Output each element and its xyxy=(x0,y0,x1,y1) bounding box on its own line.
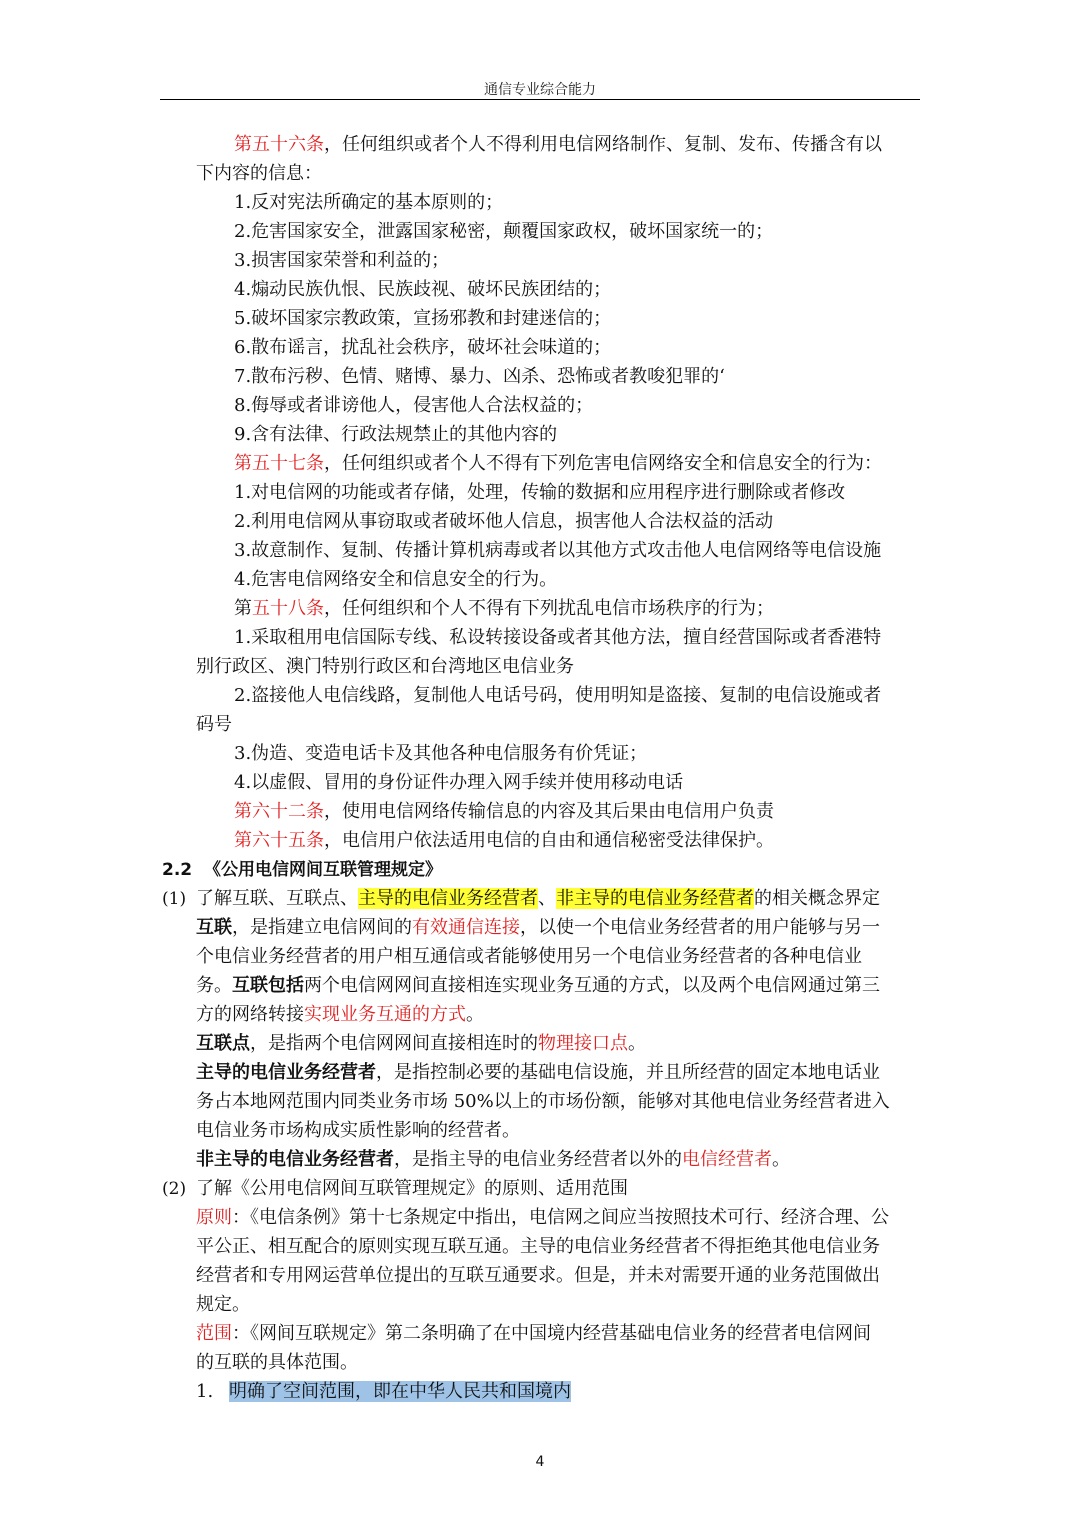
art57-item: 4.危害电信网络安全和信息安全的行为。 xyxy=(234,569,558,590)
nondominant-red: 电信经营者 xyxy=(682,1149,772,1170)
page-header: 通信专业综合能力 xyxy=(484,82,596,98)
interconnect-text-a: ，是指建立电信网间的 xyxy=(232,917,412,938)
art58-prefix: 第 xyxy=(234,598,252,619)
header-rule xyxy=(160,99,920,100)
point2-marker: (2) xyxy=(162,1179,187,1199)
section-heading xyxy=(162,858,442,882)
art56-item: 8.侮辱或者诽谤他人，侵害他人合法权益的； xyxy=(234,395,594,416)
highlight-spatial-scope: 明确了空间范围，即在中华人民共和国境内 xyxy=(229,1381,571,1402)
nondominant-line xyxy=(196,1148,790,1172)
section-number: 2.2 xyxy=(162,860,193,880)
nondominant-text-a: ，是指主导的电信业务经营者以外的 xyxy=(394,1149,682,1170)
dominant-line1 xyxy=(196,1061,880,1085)
art56-number: 第五十六条 xyxy=(234,134,324,155)
interconnect-l4-b: 。 xyxy=(466,1004,484,1025)
point1-marker: (1) xyxy=(162,889,187,909)
scope-list-item-number: 1. xyxy=(196,1381,214,1402)
section-title: 《公用电信网间互联管理规定》 xyxy=(203,860,442,880)
point1-intro-c: 的相关概念界定 xyxy=(754,888,880,909)
art56-item: 4.煽动民族仇恨、民族歧视、破坏民族团结的； xyxy=(234,279,612,300)
interconnect-term: 互联 xyxy=(196,917,232,938)
art56-item: 1.反对宪法所确定的基本原则的； xyxy=(234,192,504,213)
interconnect-l4-red: 实现业务互通的方式 xyxy=(304,1004,466,1025)
art56-item: 2.危害国家安全，泄露国家秘密，颠覆国家政权，破坏国家统一的； xyxy=(234,221,774,242)
interconnect-point-red: 物理接口点 xyxy=(538,1033,628,1054)
art57-text: ，任何组织或者个人不得有下列危害电信网络安全和信息安全的行为： xyxy=(324,453,882,474)
art58-item2-line1: 2.盗接他人电信线路，复制他人电话号码，使用明知是盗接、复制的电信设施或者 xyxy=(234,685,882,706)
highlight-nondominant-operator: 非主导的电信业务经营者 xyxy=(556,888,754,909)
nondominant-term: 非主导的电信业务经营者 xyxy=(196,1149,394,1170)
interconnect-l3-b: 两个电信网网间直接相连实现业务互通的方式，以及两个电信网通过第三 xyxy=(304,975,880,996)
art56-item: 9.含有法律、行政法规禁止的其他内容的 xyxy=(234,424,558,445)
art58-item4: 4.以虚假、冒用的身份证件办理入网手续并使用移动电话 xyxy=(234,772,684,793)
scope-text: ：《网间互联规定》第二条明确了在中国境内经营基础电信业务的经营者电信网间 xyxy=(232,1323,871,1344)
highlight-dominant-operator: 主导的电信业务经营者 xyxy=(358,888,538,909)
art65-line xyxy=(234,829,774,853)
art56-item: 5.破坏国家宗教政策，宣扬邪教和封建迷信的； xyxy=(234,308,612,329)
interconnect-point-text-a: ，是指两个电信网网间直接相连时的 xyxy=(250,1033,538,1054)
interconnect-point-term: 互联点 xyxy=(196,1033,250,1054)
art58-line1 xyxy=(234,597,774,621)
art58-item3: 3.伪造、变造电话卡及其他各种电信服务有价凭证； xyxy=(234,743,648,764)
point1-intro xyxy=(196,887,880,911)
art58-item1-line1: 1.采取租用电信国际专线、私设转接设备或者其他方法，擅自经营国际或者香港特 xyxy=(234,627,882,648)
art56-item: 7.散布污秽、色情、赌博、暴力、凶杀、恐怖或者教唆犯罪的‘ xyxy=(234,366,725,387)
art57-item: 1.对电信网的功能或者存储，处理，传输的数据和应用程序进行删除或者修改 xyxy=(234,482,846,503)
principle-line4: 规定。 xyxy=(196,1294,250,1315)
dominant-line2: 务占本地网范围内同类业务市场 50%以上的市场份额，能够对其他电信业务经营者进入 xyxy=(196,1091,890,1112)
principle-line3: 经营者和专用网运营单位提出的互联互通要求。但是，并未对需要开通的业务范围做出 xyxy=(196,1265,880,1286)
point1-intro-a: 了解互联、互联点、 xyxy=(196,888,358,909)
interconnect-point-text-b: 。 xyxy=(628,1033,646,1054)
scope-list-item xyxy=(229,1380,571,1404)
art58-item2-line2: 码号 xyxy=(196,714,232,735)
interconnect-line3 xyxy=(196,974,880,998)
principle-line2: 平公正、相互配合的原则实现互联互通。主导的电信业务经营者不得拒绝其他电信业务 xyxy=(196,1236,880,1257)
art58-text: ，任何组织和个人不得有下列扰乱电信市场秩序的行为； xyxy=(324,598,774,619)
art57-line1 xyxy=(234,452,882,476)
art58-number: 五十八条 xyxy=(252,598,324,619)
art56-item: 6.散布谣言，扰乱社会秩序，破坏社会味道的； xyxy=(234,337,612,358)
interconnect-line1 xyxy=(196,916,880,940)
art57-item: 3.故意制作、复制、传播计算机病毒或者以其他方式攻击他人电信网络等电信设施 xyxy=(234,540,882,561)
page-number: 4 xyxy=(535,1454,545,1470)
art65-number: 第六十五条 xyxy=(234,830,324,851)
point1-intro-b: 、 xyxy=(538,888,556,909)
scope-line1 xyxy=(196,1322,871,1346)
dominant-term: 主导的电信业务经营者 xyxy=(196,1062,376,1083)
art56-item: 3.损害国家荣誉和利益的； xyxy=(234,250,450,271)
art56-text: ，任何组织或者个人不得利用电信网络制作、复制、发布、传播含有以 xyxy=(324,134,882,155)
principle-line1 xyxy=(196,1206,889,1230)
interconnect-l3-a: 务。 xyxy=(196,975,232,996)
dominant-text: ，是指控制必要的基础电信设施，并且所经营的固定本地电话业 xyxy=(376,1062,880,1083)
art58-item1-line2: 别行政区、澳门特别行政区和台湾地区电信业务 xyxy=(196,656,574,677)
interconnect-line4 xyxy=(196,1003,484,1027)
interconnect-text-b: ，以使一个电信业务经营者的用户能够与另一 xyxy=(520,917,880,938)
interconnect-includes-term: 互联包括 xyxy=(232,975,304,996)
art56-line2: 下内容的信息： xyxy=(196,163,322,184)
interconnect-l4-a: 方的网络转接 xyxy=(196,1004,304,1025)
art62-text: ，使用电信网络传输信息的内容及其后果由电信用户负责 xyxy=(324,801,774,822)
principle-label: 原则 xyxy=(196,1207,232,1228)
art56-line1 xyxy=(234,133,882,157)
interconnect-point-line xyxy=(196,1032,646,1056)
scope-label: 范围 xyxy=(196,1323,232,1344)
art62-number: 第六十二条 xyxy=(234,801,324,822)
point2-intro: 了解《公用电信网间互联管理规定》的原则、适用范围 xyxy=(196,1178,628,1199)
interconnect-red-text: 有效通信连接 xyxy=(412,917,520,938)
scope-line2: 的互联的具体范围。 xyxy=(196,1352,358,1373)
art65-text: ，电信用户依法适用电信的自由和通信秘密受法律保护。 xyxy=(324,830,774,851)
principle-text: ：《电信条例》第十七条规定中指出，电信网之间应当按照技术可行、经济合理、公 xyxy=(232,1207,889,1228)
art57-item: 2.利用电信网从事窃取或者破坏他人信息，损害他人合法权益的活动 xyxy=(234,511,774,532)
art62-line xyxy=(234,800,774,824)
interconnect-line2: 个电信业务经营者的用户相互通信或者能够使用另一个电信业务经营者的各种电信业 xyxy=(196,946,862,967)
dominant-line3: 电信业务市场构成实质性影响的经营者。 xyxy=(196,1120,520,1141)
nondominant-text-b: 。 xyxy=(772,1149,790,1170)
art57-number: 第五十七条 xyxy=(234,453,324,474)
